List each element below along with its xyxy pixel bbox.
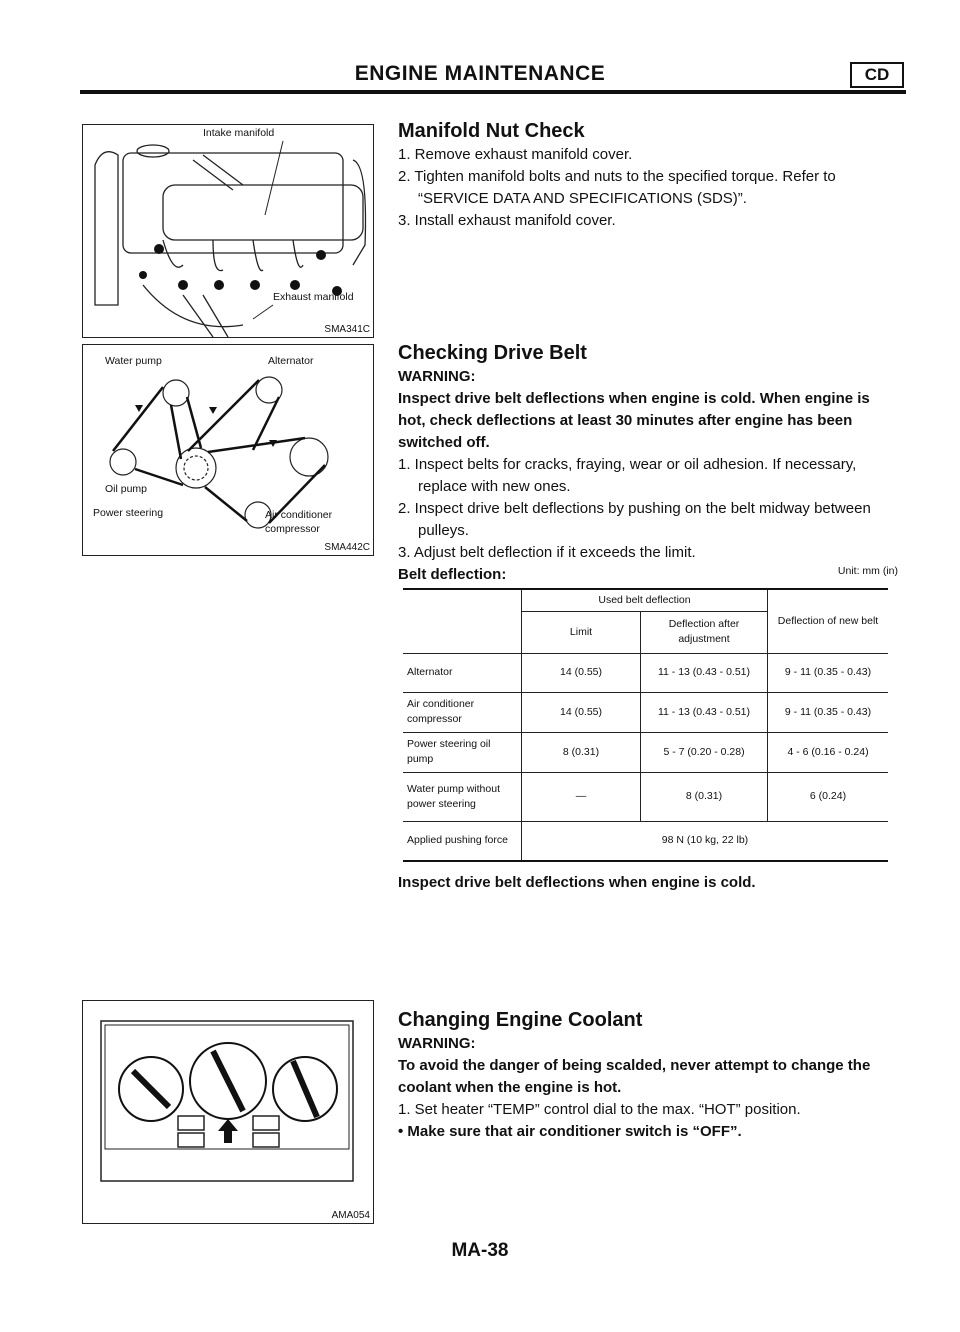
unit-label: Unit: mm (in) <box>837 565 898 577</box>
page-header-title: ENGINE MAINTENANCE <box>354 62 606 85</box>
warning-label: WARNING: <box>398 368 476 385</box>
section-title: Manifold Nut Check <box>398 120 585 142</box>
heater-control-figure <box>82 1000 374 1224</box>
table-row: Alternator 14 (0.55) 11 - 13 (0.43 - 0.51) 9 - 11 (0.35 - 0.43) <box>403 653 888 692</box>
step: 3. Adjust belt deflection if it exceeds the limit. <box>398 544 696 561</box>
step: 3. Install exhaust manifold cover. <box>398 212 616 229</box>
section-title: Changing Engine Coolant <box>398 1009 643 1031</box>
drive-belt-figure <box>82 344 374 556</box>
alternator-label: Alternator <box>268 355 314 367</box>
header-limit: Limit <box>522 611 641 653</box>
warning-text: To avoid the danger of being scalded, never attempt to change the coolant when the engine is hot. <box>398 1057 871 1096</box>
warning-label: WARNING: <box>398 1035 476 1052</box>
table-row: Water pump without power steering — 8 (0.31) 6 (0.24) <box>403 772 888 821</box>
figure-code: SMA442C <box>324 542 370 553</box>
engine-illustration <box>83 125 373 337</box>
header-rule <box>80 90 906 94</box>
table-row: Power steering oil pump 8 (0.31) 5 - 7 (0.20 - 0.28) 4 - 6 (0.16 - 0.24) <box>403 732 888 772</box>
figure-code: SMA341C <box>324 324 370 335</box>
step: 2. Tighten manifold bolts and nuts to the specified torque. Refer to “SERVICE DATA AND SPECIFICATIONS (SDS)”. <box>398 168 836 207</box>
warning-text: Inspect drive belt deflections when engine is cold. When engine is hot, check deflections at least 30 minutes after engine has been switched off. <box>398 390 870 451</box>
table-row: Applied pushing force 98 N (10 kg, 22 lb) <box>403 821 888 861</box>
exhaust-manifold-label: Exhaust manifold <box>273 291 354 303</box>
belt-pulley-diagram <box>83 345 373 555</box>
changing-engine-coolant-section <box>398 1007 898 1143</box>
step: 1. Remove exhaust manifold cover. <box>398 146 633 163</box>
figure-code: AMA054 <box>331 1210 370 1221</box>
belt-deflection-label: Belt deflection: <box>398 566 507 583</box>
belt-deflection-table <box>403 588 888 862</box>
header-used: Used belt deflection <box>522 589 768 611</box>
manifold-nut-check-section <box>398 118 898 232</box>
checking-drive-belt-section <box>398 340 898 586</box>
oil-pump-label: Oil pump <box>105 483 148 495</box>
power-steering-label: Power steering <box>93 507 164 519</box>
step: 1. Set heater “TEMP” control dial to the max. “HOT” position. <box>398 1101 801 1118</box>
intake-manifold-label: Intake manifold <box>203 127 275 139</box>
heater-panel-illustration <box>83 1001 373 1223</box>
step: 2. Inspect drive belt deflections by pushing on the belt midway between pulleys. <box>398 500 871 539</box>
step: 1. Inspect belts for cracks, fraying, wear or oil adhesion. If necessary, replace with new ones. <box>398 456 857 495</box>
bullet-note: • Make sure that air conditioner switch is “OFF”. <box>398 1123 742 1140</box>
air-conditioner-label: Air conditioner <box>265 509 333 521</box>
engine-manifold-figure <box>82 124 374 338</box>
page-number: MA-38 <box>451 1240 509 1261</box>
belt-note: Inspect drive belt deflections when engine is cold. <box>398 874 756 891</box>
table-row: Air conditioner compressor 14 (0.55) 11 - 13 (0.43 - 0.51) 9 - 11 (0.35 - 0.43) <box>403 692 888 732</box>
compressor-label: compressor <box>265 523 320 535</box>
cd-badge: CD <box>850 62 904 88</box>
header-after: Deflection after adjustment <box>641 611 768 653</box>
header-new: Deflection of new belt <box>768 589 889 653</box>
section-title: Checking Drive Belt <box>398 342 587 364</box>
water-pump-label: Water pump <box>105 355 162 367</box>
